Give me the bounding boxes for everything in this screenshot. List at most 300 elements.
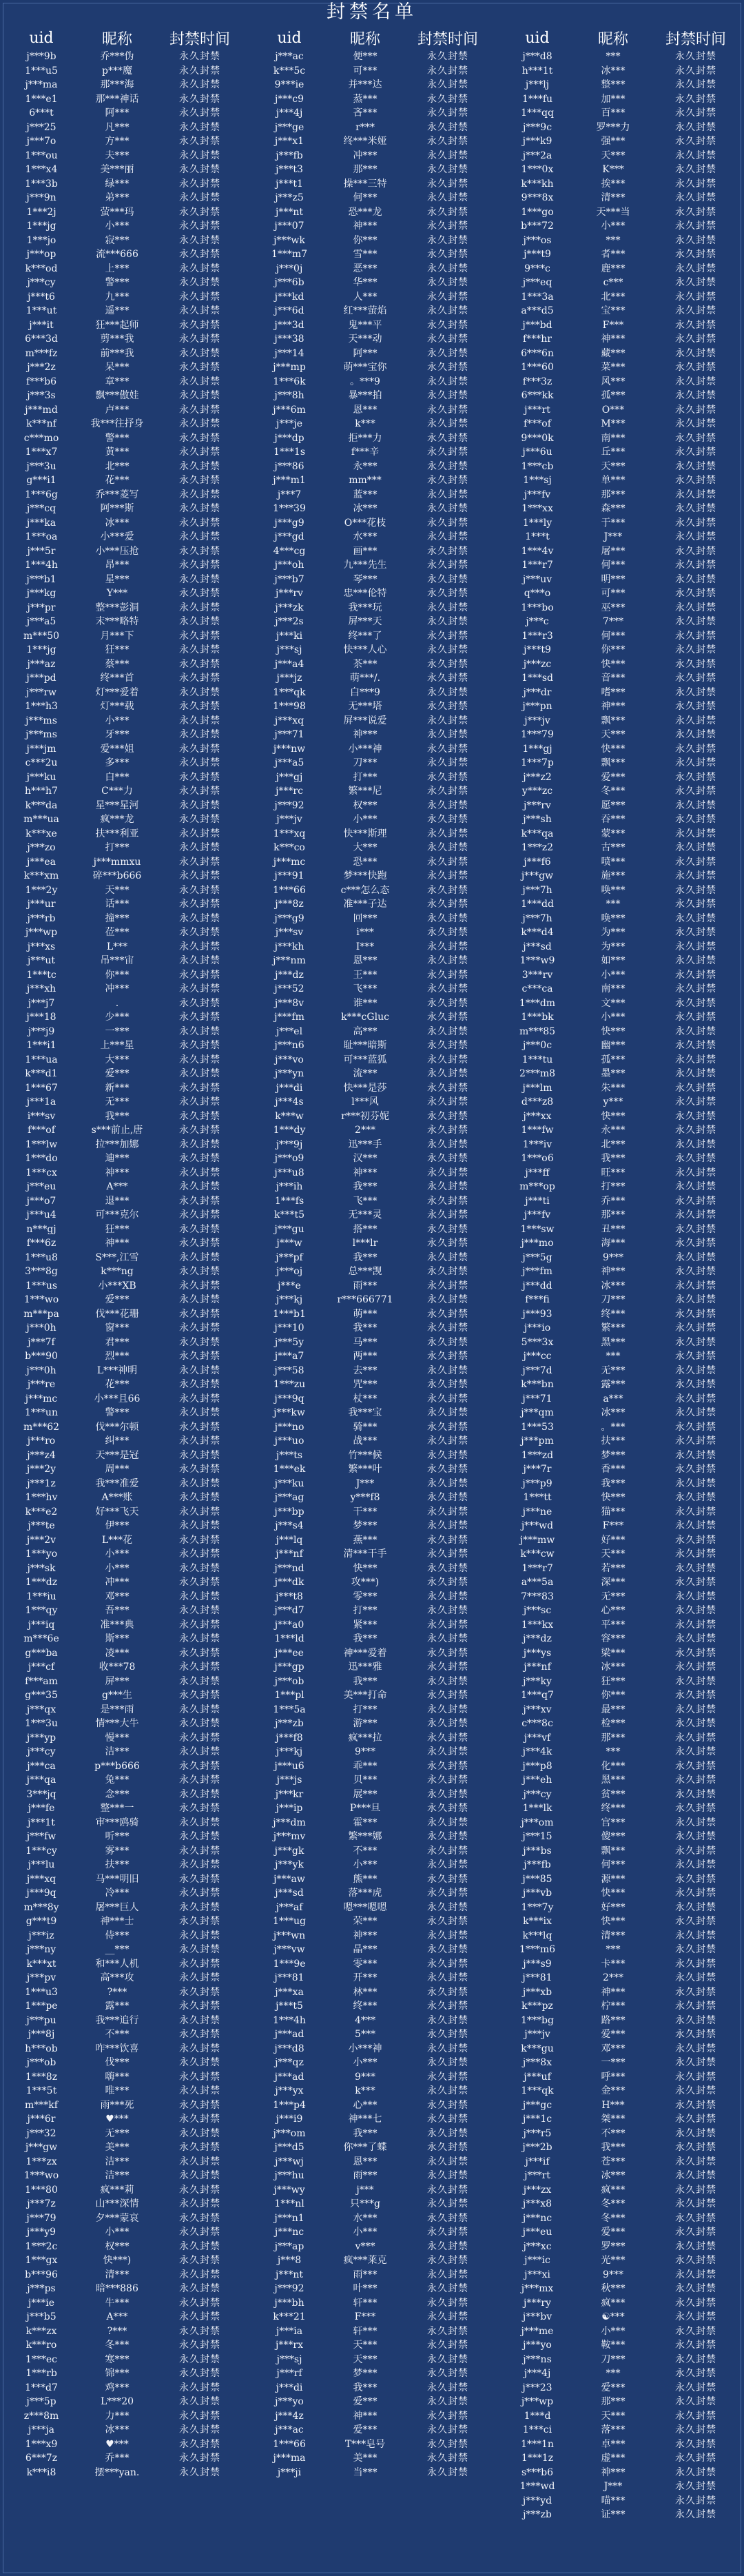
ban-time-cell: 永久封禁 [427, 828, 468, 839]
ban-time-cell: 永久封禁 [179, 164, 220, 175]
uid-cell: j***0h [26, 1322, 56, 1333]
nickname-cell: 前***我 [100, 347, 134, 359]
ban-time-cell: 永久封禁 [179, 1520, 220, 1531]
uid-cell: 1***wo [23, 2170, 59, 2181]
nickname-cell: s***前止,唐 [91, 1125, 143, 1136]
ban-time-cell: 永久封禁 [179, 1351, 220, 1362]
uid-cell: j***yk [275, 1859, 304, 1870]
table-row [248, 1999, 496, 2014]
table-row [248, 1646, 496, 1661]
table-row [496, 347, 744, 361]
table-row [0, 1138, 248, 1152]
nickname-cell: ♥*** [105, 2438, 129, 2450]
ban-time-cell: 永久封禁 [179, 1096, 220, 1107]
table-row [0, 869, 248, 883]
nickname-cell: 飘*** [601, 715, 626, 726]
table-row [0, 1886, 248, 1901]
nickname-cell: 乔*** [601, 1195, 626, 1207]
uid-cell: k***d1 [25, 1068, 58, 1079]
nickname-cell: 不*** [353, 1845, 378, 1857]
nickname-cell: 大*** [105, 1054, 130, 1065]
ban-time-cell: 永久封禁 [427, 2410, 468, 2422]
nickname-cell: 森*** [601, 503, 626, 514]
uid-cell: 5***3x [521, 1336, 554, 1348]
nickname-cell: H*** [601, 2099, 625, 2111]
table-row [496, 2098, 744, 2113]
table-row [0, 1731, 248, 1746]
nickname-cell: 汉*** [353, 1153, 378, 1164]
table-row [0, 1039, 248, 1053]
uid-cell: j***om [273, 2127, 306, 2139]
uid-cell: j***10 [274, 1322, 304, 1333]
nickname-cell: 蔡*** [105, 658, 130, 670]
table-row [248, 699, 496, 714]
uid-cell: j***6u [522, 447, 552, 458]
table-row [0, 1194, 248, 1209]
ban-time-cell: 永久封禁 [179, 729, 220, 740]
table-row [248, 1138, 496, 1152]
ban-time-cell: 永久封禁 [675, 1605, 716, 1616]
ban-time-cell: 永久封禁 [675, 305, 716, 316]
table-row [248, 643, 496, 657]
uid-cell: j***sc [523, 1605, 552, 1616]
nickname-cell: 画*** [353, 545, 378, 557]
uid-cell: j***n1 [274, 2212, 304, 2224]
ban-time-cell: 永久封禁 [179, 2438, 220, 2450]
table-row [248, 2098, 496, 2113]
ban-time-cell: 永久封禁 [675, 1322, 716, 1333]
ban-time-cell: 永久封禁 [179, 1562, 220, 1574]
table-row [0, 1999, 248, 2014]
nickname-cell: 贫*** [601, 1788, 626, 1800]
uid-cell: 6***7z [25, 2453, 58, 2464]
nickname-cell: 扶*** [601, 1435, 626, 1447]
nickname-cell: 神*** [353, 1930, 378, 1941]
uid-cell: 1***60 [521, 362, 554, 373]
ban-time-cell: 永久封禁 [179, 955, 220, 966]
nickname-cell: 神***七 [348, 2114, 382, 2125]
nickname-cell: 权*** [105, 2240, 130, 2252]
nickname-cell: 洁*** [105, 2170, 130, 2181]
ban-time-cell: 永久封禁 [427, 729, 468, 740]
ban-time-cell: 永久封禁 [179, 856, 220, 868]
nickname-cell: 冰*** [105, 2424, 130, 2435]
ban-time-cell: 永久封禁 [179, 1054, 220, 1065]
uid-cell: 1***ou [25, 150, 58, 161]
ban-time-cell: 永久封禁 [179, 2057, 220, 2068]
nickname-cell: ♥*** [105, 2114, 129, 2125]
uid-cell: j***cy [27, 277, 56, 288]
ban-time-cell: 永久封禁 [675, 658, 716, 670]
ban-time-cell: 永久封禁 [427, 899, 468, 910]
table-row [248, 1858, 496, 1872]
ban-time-cell: 永久封禁 [179, 814, 220, 825]
nickname-cell: k*** [355, 2085, 375, 2096]
uid-cell: j***e [278, 1280, 301, 1291]
uid-cell: m***kf [25, 2099, 58, 2111]
uid-cell: c***ca [521, 983, 553, 994]
nickname-cell: 2*** [355, 1125, 375, 1136]
ban-time-cell: 永久封禁 [179, 1209, 220, 1220]
ban-time-cell: 永久封禁 [675, 1732, 716, 1744]
ban-time-cell: 永久封禁 [675, 1351, 716, 1362]
nickname-cell: 无*** [601, 1591, 626, 1602]
table-row [496, 1844, 744, 1859]
uid-cell: j***js [276, 1775, 302, 1786]
uid-cell: j***52 [274, 983, 304, 994]
ban-time-cell: 永久封禁 [427, 1040, 468, 1051]
ban-time-cell: 永久封禁 [675, 2396, 716, 2407]
column-header [496, 26, 744, 50]
ban-time-cell: 永久封禁 [427, 2382, 468, 2393]
ban-time-cell: 永久封禁 [675, 390, 716, 401]
nickname-cell: A*** [106, 1181, 128, 1192]
uid-cell: j***a5 [274, 757, 304, 768]
table-row [248, 1336, 496, 1350]
uid-cell: j***1z [27, 1478, 56, 1489]
uid-cell: 1***yo [25, 1548, 58, 1560]
uid-cell: j***fb [524, 1859, 551, 1870]
table-row [496, 1999, 744, 2014]
ban-time-cell: 永久封禁 [675, 1972, 716, 1983]
uid-cell: j***c9 [274, 93, 304, 105]
nickname-cell: 杖*** [353, 1393, 378, 1404]
nickname-cell: 水*** [353, 531, 378, 542]
uid-cell: 1***1z [521, 2453, 554, 2464]
uid-cell: j***eh [522, 1775, 552, 1786]
uid-cell: 1***z2 [521, 842, 554, 853]
table-row [496, 1010, 744, 1025]
uid-cell: j***ut [28, 955, 55, 966]
nickname-cell: A*** [106, 2311, 128, 2322]
table-row [496, 1307, 744, 1322]
table-row [248, 219, 496, 234]
table-row [0, 1717, 248, 1731]
nickname-cell: 清*** [601, 192, 626, 203]
uid-cell: j***ob [274, 1675, 304, 1687]
nickname-cell: 狂*** [105, 644, 130, 655]
uid-cell: j***3d [274, 319, 304, 331]
nickname-cell: 冬*** [601, 2212, 626, 2224]
table-row [496, 841, 744, 855]
table-row [248, 1547, 496, 1562]
uid-cell: j***xv [523, 1704, 552, 1715]
table-row [496, 2381, 744, 2395]
ban-time-cell: 永久封禁 [179, 93, 220, 105]
nickname-cell: 梦***快跑 [343, 870, 387, 881]
uid-cell: j***a0 [274, 1619, 304, 1631]
nickname-cell: 。*** [601, 1421, 626, 1433]
nickname-cell: 快***是莎 [343, 1082, 387, 1094]
ban-time-cell: 永久封禁 [427, 884, 468, 896]
uid-cell: j***gw [25, 2142, 58, 2153]
nickname-cell: 耻***暗斯 [343, 1040, 387, 1051]
table-row [496, 2112, 744, 2127]
ban-time-cell: 永久封禁 [675, 1054, 716, 1065]
ban-time-cell: 永久封禁 [675, 1775, 716, 1786]
table-row [496, 1575, 744, 1590]
ban-time-cell: 永久封禁 [179, 376, 220, 387]
ban-time-cell: 永久封禁 [179, 927, 220, 938]
nickname-cell: 冰*** [105, 517, 130, 529]
uid-cell: m***62 [23, 1421, 60, 1433]
table-row [248, 1053, 496, 1067]
nickname-cell: 美***丽 [100, 164, 134, 175]
nickname-cell: 章*** [105, 376, 130, 387]
nickname-cell: 明*** [601, 573, 626, 585]
nickname-cell: 恐***龙 [348, 206, 382, 218]
nickname-cell: 小*** [105, 715, 130, 726]
table-row [0, 1053, 248, 1067]
uid-cell: j***fm [274, 1012, 304, 1023]
table-row [496, 502, 744, 516]
ban-time-cell: 永久封禁 [675, 432, 716, 444]
nickname-cell: 我*** [353, 1181, 378, 1192]
table-row [496, 445, 744, 460]
ban-time-cell: 永久封禁 [427, 545, 468, 557]
ban-time-cell: 永久封禁 [179, 517, 220, 529]
uid-cell: j***91 [274, 870, 304, 881]
uid-cell: j***14 [274, 347, 304, 359]
ban-time-cell: 永久封禁 [675, 1591, 716, 1602]
ban-time-cell: 永久封禁 [427, 1308, 468, 1320]
ban-time-cell: 永久封禁 [179, 1775, 220, 1786]
table-row [248, 2338, 496, 2353]
uid-cell: j***te [28, 1520, 55, 1531]
nickname-cell: 露*** [601, 1379, 626, 1390]
nickname-cell: 神*** [353, 1167, 378, 1178]
table-row [0, 1703, 248, 1717]
uid-cell: j***ff [525, 1167, 550, 1178]
table-row [496, 149, 744, 163]
nickname-cell: 灯***爱着 [95, 686, 139, 698]
table-row [248, 841, 496, 855]
ban-time-cell: 永久封禁 [179, 2424, 220, 2435]
header-ban-time: 封禁时间 [169, 30, 230, 48]
ban-time-cell: 永久封禁 [675, 1492, 716, 1503]
uid-cell: j***d8 [522, 51, 552, 62]
ban-time-cell: 永久封禁 [179, 1548, 220, 1560]
table-row [0, 2098, 248, 2113]
nickname-cell: 黄*** [105, 447, 130, 458]
table-row [0, 375, 248, 389]
table-row [248, 657, 496, 672]
uid-cell: j***sd [523, 941, 552, 952]
ban-time-cell: 永久封禁 [675, 757, 716, 768]
ban-time-cell: 永久封禁 [675, 1012, 716, 1023]
nickname-cell: 我***玩 [348, 602, 382, 613]
ban-time-cell: 永久封禁 [179, 2001, 220, 2012]
table-row [0, 2466, 248, 2480]
table-row [496, 1675, 744, 1689]
table-row [248, 742, 496, 757]
table-row [0, 2240, 248, 2254]
uid-cell: 1***3u [25, 1718, 58, 1729]
nickname-cell: 幽*** [601, 1040, 626, 1051]
table-row [496, 1336, 744, 1350]
nickname-cell: 那*** [601, 1732, 626, 1744]
uid-cell: j***cy [27, 1746, 56, 1757]
table-row [496, 2353, 744, 2367]
uid-cell: j***mc [273, 856, 306, 868]
ban-time-cell: 永久封禁 [675, 1266, 716, 1277]
table-row [496, 784, 744, 799]
uid-cell: j***58 [274, 1364, 304, 1376]
nickname-cell: 快*** [601, 1492, 626, 1503]
ban-time-cell: 永久封禁 [427, 2029, 468, 2040]
nickname-cell: 疯*** [601, 2297, 626, 2309]
nickname-cell: 干*** [353, 1506, 378, 1517]
uid-cell: 1***tu [521, 1054, 553, 1065]
table-row [248, 1957, 496, 1972]
nickname-cell: 宝*** [601, 305, 626, 316]
nickname-cell: 高***攻 [100, 1972, 134, 1983]
ban-time-cell: 永久封禁 [675, 799, 716, 811]
nickname-cell: 萌*** [353, 1308, 378, 1320]
ban-time-cell: 永久封禁 [675, 729, 716, 740]
ban-time-cell: 永久封禁 [675, 2156, 716, 2167]
table-row [0, 1632, 248, 1646]
table-row [248, 558, 496, 573]
table-row [248, 1462, 496, 1477]
ban-time-cell: 永久封禁 [427, 955, 468, 966]
nickname-cell: 丑*** [601, 1223, 626, 1235]
table-row [0, 996, 248, 1011]
table-row [496, 1138, 744, 1152]
table-row [496, 1321, 744, 1336]
uid-cell: j***nd [274, 1562, 304, 1574]
nickname-cell: 乔***伪 [100, 51, 134, 62]
nickname-cell: 我*** [601, 2142, 626, 2153]
ban-time-cell: 永久封禁 [427, 2184, 468, 2196]
uid-cell: 1***dz [25, 1577, 58, 1588]
table-row [248, 1929, 496, 1943]
table-row [248, 799, 496, 813]
nickname-cell: 最*** [601, 1704, 626, 1715]
ban-time-cell: 永久封禁 [427, 2014, 468, 2026]
ban-time-cell: 永久封禁 [675, 2071, 716, 2083]
table-row [0, 558, 248, 573]
uid-cell: 1***ug [273, 1916, 306, 1927]
uid-cell: 1***iv [522, 1138, 552, 1150]
ban-time-cell: 永久封禁 [427, 1449, 468, 1461]
uid-cell: j***1c [522, 2114, 552, 2125]
nickname-cell: 蒙*** [601, 828, 626, 839]
uid-cell: j***dr [523, 686, 552, 698]
ban-time-cell: 永久封禁 [427, 2368, 468, 2379]
uid-cell: j***kg [26, 588, 56, 599]
uid-cell: j***bd [522, 319, 552, 331]
ban-time-cell: 永久封禁 [675, 1435, 716, 1447]
ban-time-cell: 永久封禁 [179, 319, 220, 331]
uid-cell: 1***dm [519, 997, 556, 1009]
table-row [248, 1420, 496, 1435]
table-row [496, 2451, 744, 2466]
table-row [0, 1420, 248, 1435]
table-row [496, 2466, 744, 2480]
table-row [496, 1053, 744, 1067]
ban-time-cell: 永久封禁 [675, 93, 716, 105]
table-row [0, 954, 248, 968]
ban-time-cell: 永久封禁 [675, 1393, 716, 1404]
nickname-cell: 邓*** [105, 1591, 130, 1602]
nickname-cell: 刀*** [353, 757, 378, 768]
nickname-cell: 凌*** [105, 1647, 130, 1659]
ban-time-cell: 永久封禁 [427, 1619, 468, 1631]
ban-time-cell: 永久封禁 [675, 1025, 716, 1037]
uid-cell: j***md [25, 404, 58, 416]
table-row [496, 375, 744, 389]
nickname-cell: 贝*** [353, 1775, 378, 1786]
nickname-cell: 小*** [353, 2227, 378, 2238]
ban-time-cell: 永久封禁 [427, 1662, 468, 1673]
uid-cell: j***71 [522, 1393, 552, 1404]
nickname-cell: 小*** [105, 2227, 130, 2238]
uid-cell: j***pm [521, 1435, 554, 1447]
uid-cell: 1***sj [523, 475, 552, 486]
uid-cell: j***ge [274, 121, 304, 133]
nickname-cell: 吞*** [601, 814, 626, 825]
ban-time-cell: 永久封禁 [179, 799, 220, 811]
nickname-cell: 小*** [601, 969, 626, 981]
nickname-cell: k***ng [101, 1266, 134, 1277]
nickname-cell: 回*** [353, 912, 378, 924]
nickname-cell: 拉***加娜 [95, 1138, 139, 1150]
table-row [496, 1265, 744, 1279]
nickname-cell: 清*** [105, 2269, 130, 2280]
nickname-cell: 去*** [353, 1364, 378, 1376]
nickname-cell: 古*** [601, 842, 626, 853]
table-row [0, 1858, 248, 1872]
uid-cell: 1***5t [25, 2085, 57, 2096]
uid-cell: j***5r [27, 545, 56, 557]
ban-time-cell: 永久封禁 [427, 1577, 468, 1588]
table-row [0, 1067, 248, 1081]
ban-time-cell: 永久封禁 [427, 1972, 468, 1983]
table-row [0, 2056, 248, 2070]
ban-time-cell: 永久封禁 [675, 2227, 716, 2238]
table-row [0, 1378, 248, 1392]
table-row [248, 2042, 496, 2056]
ban-time-cell: 永久封禁 [427, 2127, 468, 2139]
nickname-cell: 快***) [103, 2255, 132, 2266]
uid-cell: j***u6 [274, 1760, 304, 1772]
uid-cell: j***lq [276, 1534, 303, 1546]
uid-cell: j***t6 [28, 291, 55, 303]
uid-cell: j***sv [275, 927, 304, 938]
table-row [496, 1788, 744, 1802]
ban-time-cell: 永久封禁 [179, 1732, 220, 1744]
table-row [0, 460, 248, 474]
uid-cell: k***nf [26, 418, 56, 429]
ban-time-cell: 永久封禁 [427, 2240, 468, 2252]
ban-time-cell: 永久封禁 [179, 545, 220, 557]
uid-cell: j***zb [523, 2509, 552, 2520]
nickname-cell: 马*** [353, 1336, 378, 1348]
nickname-cell: 夕***蒙哀 [95, 2212, 139, 2224]
nickname-cell: l***风 [351, 1096, 379, 1107]
ban-time-cell: 永久封禁 [179, 1110, 220, 1122]
uid-cell: 1***9e [273, 1958, 306, 1970]
uid-cell: j***oj [276, 1266, 303, 1277]
ban-time-cell: 永久封禁 [427, 1958, 468, 1970]
table-row [248, 2140, 496, 2155]
table-row [248, 1067, 496, 1081]
nickname-cell: 绿*** [105, 178, 130, 190]
nickname-cell: 君*** [105, 1336, 130, 1348]
table-row [496, 728, 744, 742]
table-row [496, 177, 744, 192]
